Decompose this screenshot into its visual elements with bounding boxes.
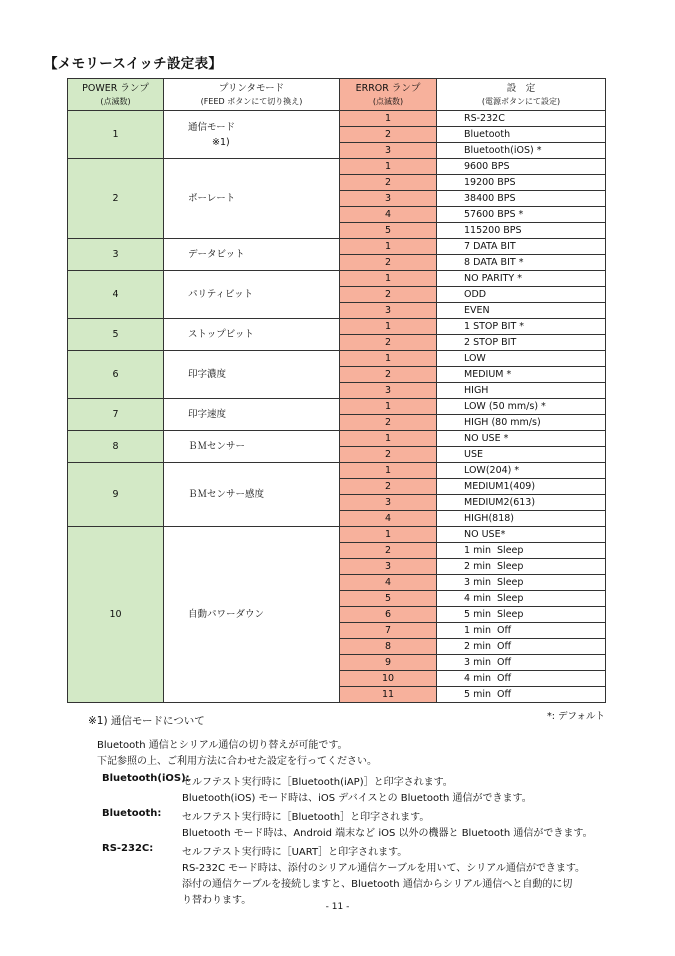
error-blink-count: 11 [340,687,437,703]
note-label-bt: Bluetooth: [102,808,162,819]
note-line: セルフテスト実行時に［Bluetooth］と印字されます。 [182,812,430,823]
printer-mode [164,271,340,319]
error-blink-count: 2 [340,367,437,383]
printer-mode [164,239,340,271]
error-blink-count: 1 [340,271,437,287]
power-blink-count: 9 [68,463,164,527]
setting-value: 2 min Sleep [437,559,606,575]
power-blink-count: 8 [68,431,164,463]
error-blink-count: 1 [340,431,437,447]
printer-mode-label: ストップビット [188,329,254,340]
header-power: POWER ランプ (点滅数) [68,79,164,111]
error-blink-count: 1 [340,527,437,543]
error-blink-count: 3 [340,495,437,511]
setting-value: 19200 BPS [437,175,606,191]
setting-value: 5 min Off [437,687,606,703]
error-blink-count: 5 [340,223,437,239]
notes-intro-1: Bluetooth 通信とシリアル通信の切り替えが可能です。 [97,740,348,751]
notes-intro-2: 下記参照の上、ご利用方法に合わせた設定を行ってください。 [97,756,377,767]
setting-value: NO USE* [437,527,606,543]
setting-value: 8 DATA BIT * [437,255,606,271]
setting-value: 4 min Sleep [437,591,606,607]
printer-mode-label: 自動パワーダウン [188,609,265,620]
note-line: セルフテスト実行時に［Bluetooth(iAP)］と印字されます。 [182,777,453,788]
power-blink-count: 10 [68,527,164,703]
error-blink-count: 8 [340,639,437,655]
error-blink-count: 2 [340,479,437,495]
setting-value: 7 DATA BIT [437,239,606,255]
error-blink-count: 2 [340,543,437,559]
printer-mode [164,399,340,431]
note-label-rs232c: RS-232C: [102,843,154,854]
printer-mode [164,351,340,399]
printer-mode [164,527,340,703]
power-blink-count: 7 [68,399,164,431]
note-line: Bluetooth(iOS) モード時は、iOS デバイスとの Bluetooth 通信ができます。 [182,793,532,804]
error-blink-count: 1 [340,319,437,335]
printer-mode [164,159,340,239]
error-blink-count: 2 [340,127,437,143]
setting-value: Bluetooth [437,127,606,143]
setting-value: HIGH(818) [437,511,606,527]
error-blink-count: 4 [340,575,437,591]
error-blink-count: 3 [340,143,437,159]
error-blink-count: 7 [340,623,437,639]
header-error: ERROR ランプ (点滅数) [340,79,437,111]
table-row [68,271,606,287]
printer-mode [164,111,340,159]
error-blink-count: 4 [340,511,437,527]
setting-value: HIGH [437,383,606,399]
page-number: - 11 - [325,902,350,912]
error-blink-count: 5 [340,591,437,607]
power-blink-count: 1 [68,111,164,159]
error-blink-count: 3 [340,191,437,207]
table-row [68,351,606,367]
error-blink-count: 2 [340,415,437,431]
setting-value: 38400 BPS [437,191,606,207]
setting-value: MEDIUM2(613) [437,495,606,511]
setting-value: LOW (50 mm/s) * [437,399,606,415]
error-blink-count: 1 [340,399,437,415]
printer-mode-label: データビット [188,249,245,260]
setting-value: EVEN [437,303,606,319]
printer-mode-label: 通信モード [188,121,236,133]
setting-value: Bluetooth(iOS) * [437,143,606,159]
power-blink-count: 5 [68,319,164,351]
error-blink-count: 10 [340,671,437,687]
table-row [68,159,606,175]
printer-mode-label: ボーレート [188,193,236,204]
note-line: 添付の通信ケーブルを接続しますと、Bluetooth 通信からシリアル通信へと自動的に切 [182,879,573,890]
note-line: セルフテスト実行時に［UART］と印字されます。 [182,847,408,858]
error-blink-count: 2 [340,447,437,463]
printer-mode-note: ※1) [212,136,230,148]
note-line: RS-232C モード時は、添付のシリアル通信ケーブルを用いて、シリアル通信ができます。 [182,863,586,874]
setting-value: RS-232C [437,111,606,127]
note-line: り替わります。 [182,895,252,906]
setting-value: 2 min Off [437,639,606,655]
printer-mode-label: 印字速度 [188,409,227,420]
error-blink-count: 3 [340,383,437,399]
setting-value: NO USE * [437,431,606,447]
printer-mode-label: 印字濃度 [188,369,227,380]
table-row [68,463,606,479]
table-row [68,527,606,543]
printer-mode [164,463,340,527]
header-setting: 設 定 (電源ボタンにて設定) [437,79,606,111]
table-row [68,399,606,415]
error-blink-count: 1 [340,111,437,127]
error-blink-count: 2 [340,175,437,191]
setting-value: LOW [437,351,606,367]
default-note: *: デフォルト [547,711,605,722]
error-blink-count: 1 [340,159,437,175]
error-blink-count: 2 [340,255,437,271]
setting-value: MEDIUM1(409) [437,479,606,495]
power-blink-count: 3 [68,239,164,271]
setting-value: 1 min Sleep [437,543,606,559]
setting-value: ODD [437,287,606,303]
table-row [68,239,606,255]
setting-value: 1 min Off [437,623,606,639]
setting-value: HIGH (80 mm/s) [437,415,606,431]
page-title: 【メモリースイッチ設定表】 [44,56,223,72]
error-blink-count: 2 [340,287,437,303]
setting-value: LOW(204) * [437,463,606,479]
printer-mode-label: ＢＭセンサー [188,441,246,452]
setting-value: NO PARITY * [437,271,606,287]
error-blink-count: 9 [340,655,437,671]
table-row [68,111,606,127]
error-blink-count: 1 [340,351,437,367]
error-blink-count: 1 [340,463,437,479]
power-blink-count: 6 [68,351,164,399]
error-blink-count: 4 [340,207,437,223]
memory-switch-table [67,78,606,703]
setting-value: MEDIUM * [437,367,606,383]
power-blink-count: 4 [68,271,164,319]
error-blink-count: 2 [340,335,437,351]
printer-mode-label: ＢＭセンサー感度 [188,489,265,500]
setting-value: 4 min Off [437,671,606,687]
setting-value: 5 min Sleep [437,607,606,623]
power-blink-count: 2 [68,159,164,239]
setting-value: 9600 BPS [437,159,606,175]
printer-mode [164,431,340,463]
table-header-row [68,79,606,111]
setting-value: 3 min Sleep [437,575,606,591]
error-blink-count: 3 [340,559,437,575]
table-row [68,431,606,447]
error-blink-count: 6 [340,607,437,623]
note-label-bt-ios: Bluetooth(iOS): [102,773,190,784]
header-mode: プリンタモード (FEED ボタンにて切り換え) [164,79,340,111]
setting-value: USE [437,447,606,463]
error-blink-count: 3 [340,303,437,319]
setting-value: 1 STOP BIT * [437,319,606,335]
notes-heading: ※1) 通信モードについて [88,715,205,727]
table-row [68,319,606,335]
error-blink-count: 1 [340,239,437,255]
printer-mode-label: パリティビット [188,289,254,300]
setting-value: 3 min Off [437,655,606,671]
setting-value: 2 STOP BIT [437,335,606,351]
printer-mode [164,319,340,351]
setting-value: 115200 BPS [437,223,606,239]
setting-value: 57600 BPS * [437,207,606,223]
note-line: Bluetooth モード時は、Android 端末など iOS 以外の機器と Bluetooth 通信ができます。 [182,828,593,839]
